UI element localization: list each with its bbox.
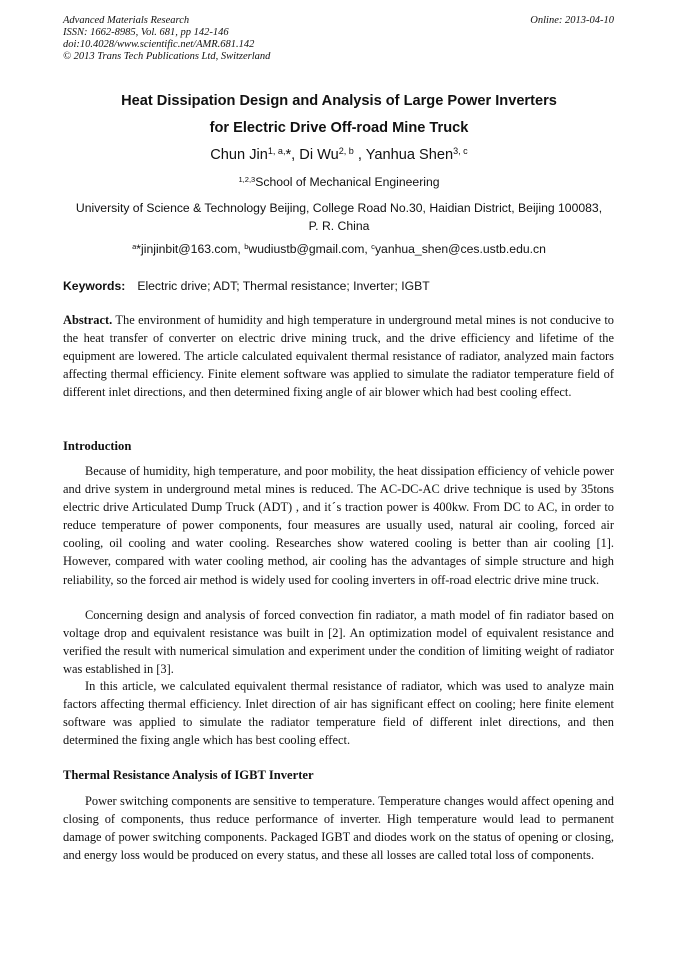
keywords-label: Keywords:	[63, 279, 126, 293]
journal-issn: ISSN: 1662-8985, Vol. 681, pp 142-146	[63, 27, 229, 38]
abstract-text: The environment of humidity and high temperature in underground metal mines is not conducive to the heat transfer of converter on electric drive mining truck, and the drive efficiency and lifetime of the equipment are lowered. The article calculated equivalent thermal resistance of radiator, analyzed main factors affecting thermal efficiency. Finite element software was applied to simulate the radiator temperature field of different inlet directions, and then determined fixing angle of air blower which had best cooling effect.	[63, 313, 614, 400]
abstract-label: Abstract.	[63, 313, 113, 327]
introduction-heading: Introduction	[63, 439, 132, 453]
journal-header	[63, 15, 270, 63]
thermal-section-heading: Thermal Resistance Analysis of IGBT Inverter	[63, 768, 314, 782]
journal-copyright: © 2013 Trans Tech Publications Ltd, Switzerland	[63, 51, 271, 62]
author-name: Chun Jin	[210, 147, 268, 163]
paper-title-line-1: Heat Dissipation Design and Analysis of Large Power Inverters	[121, 93, 557, 109]
author-sup: 3, c	[453, 146, 468, 157]
keywords-text: Electric drive; ADT; Thermal resistance; Inverter; IGBT	[137, 279, 430, 293]
introduction-paragraph-2: Concerning design and analysis of forced convection fin radiator, a math model of fin radiator based on voltage drop and equivalent resistance was built in [2]. An optimization model of equivalent resistance and verified the result with numerical simulation and experiment under the condition of limiting weight of radiator was established in [3].	[63, 608, 614, 677]
paper-title-line-2: for Electric Drive Off-road Mine Truck	[209, 120, 469, 136]
email-b: wudiustb@gmail.com,	[248, 242, 372, 256]
abstract-paragraph	[63, 311, 614, 401]
affiliation-country: P. R. China	[308, 219, 370, 233]
affiliation-sup: 1,2,3	[238, 174, 256, 184]
email-a: *jinjinbit@163.com,	[136, 242, 245, 256]
author-separator: ,	[291, 147, 300, 163]
author-name: Yanhua Shen	[365, 147, 454, 163]
email-sup: c	[371, 241, 375, 251]
keywords-line	[63, 279, 430, 293]
author-list	[50, 147, 628, 163]
thermal-paragraph-1: Power switching components are sensitive to temperature. Temperature changes would affect opening and closing of components, thus reduce performance of inverter. High temperature would lead to permanent damage of power switching components. Packaged IGBT and diodes work on the status of opening or closing, and energy loss would be produced on every status, and these all losses are called total loss of components.	[63, 794, 614, 863]
corresponding-mark: *	[285, 147, 292, 163]
journal-name: Advanced Materials Research	[63, 15, 190, 26]
author-name: Di Wu	[299, 147, 339, 163]
author-emails	[50, 242, 628, 256]
affiliation-address: University of Science & Technology Beijing, College Road No.30, Haidian District, Beijing 100083,	[75, 201, 603, 215]
author-sup: 2, b	[338, 146, 354, 157]
author-sup: 1, a,	[267, 146, 286, 157]
introduction-paragraph-3: In this article, we calculated equivalent thermal resistance of radiator, which was used to analyze main factors affecting thermal efficiency. Inlet direction of air has significant effect on cooling; here finite element software was applied to simulate the radiator temperature field of different inlet directions, and then determined the fixing angle which has best cooling effect.	[63, 679, 614, 748]
introduction-paragraph-1: Because of humidity, high temperature, and poor mobility, the heat dissipation efficiency of vehicle power and drive system in underground metal mines is reduced. The AC-DC-AC drive technique is used by 35tons electric drive Articulated Dump Truck (ADT) , and itˊs traction power is 400kw. From DC to AC, in order to reduce temperature of power components, four measures are usually used, natural air cooling, forced air cooling, oil cooling and water cooling. Researches show watered cooling is better than air cooling [1]. However, compared with water cooling method, air cooling has the advantages of simple structure and high reliability, so the forced air method is widely used for cooling inverters in off-road electric drive mine truck.	[63, 464, 614, 587]
email-c: yanhua_shen@ces.ustb.edu.cn	[374, 242, 546, 256]
author-separator: ,	[353, 147, 366, 163]
journal-doi: doi:10.4028/www.scientific.net/AMR.681.142	[63, 39, 255, 50]
email-sup: a	[132, 241, 137, 251]
email-sup: b	[244, 241, 249, 251]
affiliation-school	[50, 175, 628, 189]
online-date: Online: 2013-04-10	[530, 15, 614, 26]
affiliation-school-text: School of Mechanical Engineering	[255, 175, 440, 189]
